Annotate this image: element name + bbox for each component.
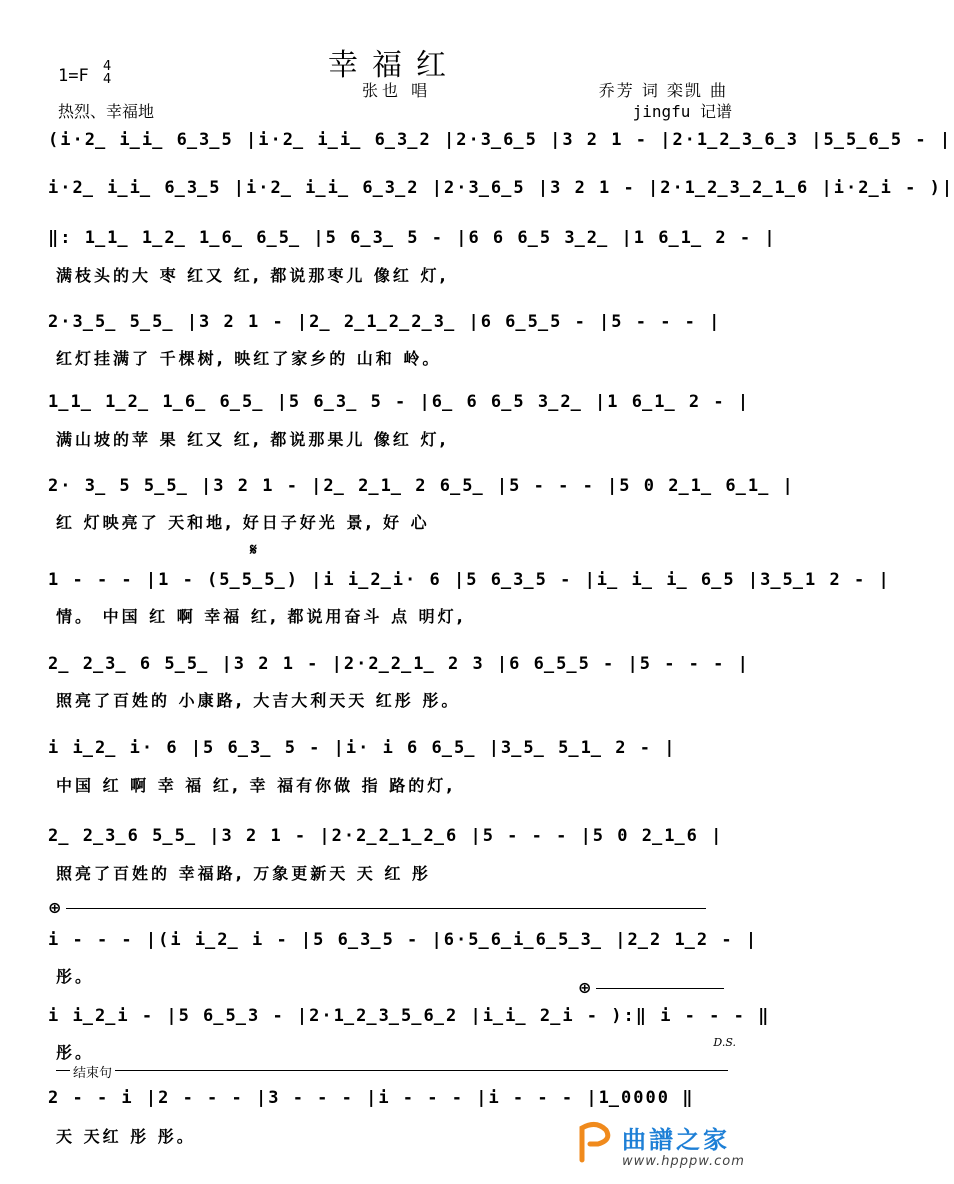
logo-url: www.hpppw.com bbox=[622, 1154, 745, 1169]
notation-row: i - - - |(i i̲2̲ i - |5 6̲3̲5 - |6·5̲6̲i̲6̲5̲3̲ |2̲2 1̲2 - | bbox=[48, 930, 759, 950]
notation-row: 2̲ 2̲3̲ 6 5̲5̲ |3 2 1 - |2·2̲2̲1̲ 2 3 |6 6̲5̲5 - |5 - - - | bbox=[48, 654, 750, 674]
lyric-row: 中国 红 啊 幸 福 红, 幸 福有你做 指 路的灯, bbox=[56, 776, 456, 795]
lyric-row: 满枝头的大 枣 红又 红, 都说那枣儿 像红 灯, bbox=[56, 266, 449, 285]
lyric-row: 彤。 bbox=[56, 967, 95, 986]
lyric-row: 天 天红 彤 彤。 bbox=[56, 1127, 196, 1146]
lyric-row: 彤。 bbox=[56, 1043, 95, 1062]
coda-icon: ⊕ bbox=[578, 978, 592, 997]
lyric-row bbox=[56, 156, 736, 178]
song-title: 幸福红 bbox=[328, 48, 460, 83]
notation-row: 1 - - - |1 - (5̲5̲5̲) |i i̲2̲i· 6 |5 6̲3̲5 - |i̲ i̲ i̲ 6̲5 |3̲5̲1 2 - | bbox=[48, 570, 891, 590]
lyric-row: 照亮了百姓的 幸福路, 万象更新天 天 红 彤 bbox=[56, 864, 431, 883]
credits: 乔芳 词 栾凯 曲 bbox=[598, 81, 728, 100]
segno-icon: 𝄋 bbox=[250, 540, 257, 559]
notation-row: 1̲1̲ 1̲2̲ 1̲6̲ 6̲5̲ |5 6̲3̲ 5 - |6̲ 6 6̲5 3̲2̲ |1 6̲1̲ 2 - | bbox=[48, 392, 751, 412]
volta-bracket bbox=[596, 988, 724, 989]
lyric-row: 红 灯映亮了 天和地, 好日子好光 景, 好 心 bbox=[56, 513, 430, 532]
lyric-row: 照亮了百姓的 小康路, 大吉大利天天 红彤 彤。 bbox=[56, 691, 461, 710]
time-signature bbox=[103, 60, 111, 86]
site-logo bbox=[576, 1116, 776, 1176]
transcriber: jingfu 记谱 bbox=[632, 102, 732, 121]
expression-mark: 热烈、幸福地 bbox=[58, 102, 155, 121]
da-segno-mark: D.S. bbox=[713, 1036, 736, 1049]
notation-row: 2·3̲5̲ 5̲5̲ |3 2 1 - |2̲ 2̲1̲2̲2̲3̲ |6 6̲5̲5 - |5 - - - | bbox=[48, 312, 722, 332]
coda-icon: ⊕ bbox=[48, 898, 62, 917]
notation-row: ‖: 1̲1̲ 1̲2̲ 1̲6̲ 6̲5̲ |5 6̲3̲ 5 - |6 6 6̲5 3̲2̲ |1 6̲1̲ 2 - | bbox=[48, 228, 777, 248]
notation-row: i i̲2̲i - |5 6̲5̲3 - |2·1̲2̲3̲5̲6̲2 |i̲i̲ 2̲i - ):‖ i - - - ‖ bbox=[48, 1006, 771, 1026]
lyric-row bbox=[56, 204, 736, 226]
notation-row: 2 - - i |2 - - - |3 - - - |i - - - |i - - - |1̲0000 ‖ bbox=[48, 1088, 695, 1108]
logo-text: 曲譜之家 bbox=[622, 1126, 730, 1154]
logo-mark-icon bbox=[576, 1120, 616, 1164]
singer: 张也 唱 bbox=[362, 81, 432, 100]
meter-top: 4 bbox=[103, 59, 112, 74]
notation-row: 2̲ 2̲3̲6 5̲5̲ |3 2 1 - |2·2̲2̲1̲2̲6 |5 - - - |5 0 2̲1̲6 | bbox=[48, 826, 724, 846]
notation-row: 2· 3̲ 5 5̲5̲ |3 2 1 - |2̲ 2̲1̲ 2 6̲5̲ |5 - - - |5 0 2̲1̲ 6̲1̲ | bbox=[48, 476, 795, 496]
ending-bracket bbox=[56, 1070, 728, 1071]
meter-bottom: 4 bbox=[103, 72, 112, 87]
notation-row: i i̲2̲ i· 6 |5 6̲3̲ 5 - |i· i 6 6̲5̲ |3̲5̲ 5̲1̲ 2 - | bbox=[48, 738, 677, 758]
key-signature: 1=F bbox=[58, 66, 89, 86]
lyric-row: 情。 中国 红 啊 幸福 红, 都说用奋斗 点 明灯, bbox=[56, 607, 466, 626]
notation-row: i·2̲ i̲i̲ 6̲3̲5 |i·2̲ i̲i̲ 6̲3̲2 |2·3̲6̲5 |3 2 1 - |2·1̲2̲3̲2̲1̲6 |i·2̲i - )| bbox=[48, 178, 954, 198]
volta-bracket bbox=[66, 908, 706, 909]
ending-label: 结束句 bbox=[70, 1062, 115, 1081]
lyric-row: 满山坡的苹 果 红又 红, 都说那果儿 像红 灯, bbox=[56, 430, 449, 449]
notation-row: (i·2̲ i̲i̲ 6̲3̲5 |i·2̲ i̲i̲ 6̲3̲2 |2·3̲6̲5 |3 2 1 - |2·1̲2̲3̲6̲3 |5̲5̲6̲5 - | bbox=[48, 130, 953, 150]
lyric-row: 红灯挂满了 千棵树, 映红了家乡的 山和 岭。 bbox=[56, 349, 442, 368]
